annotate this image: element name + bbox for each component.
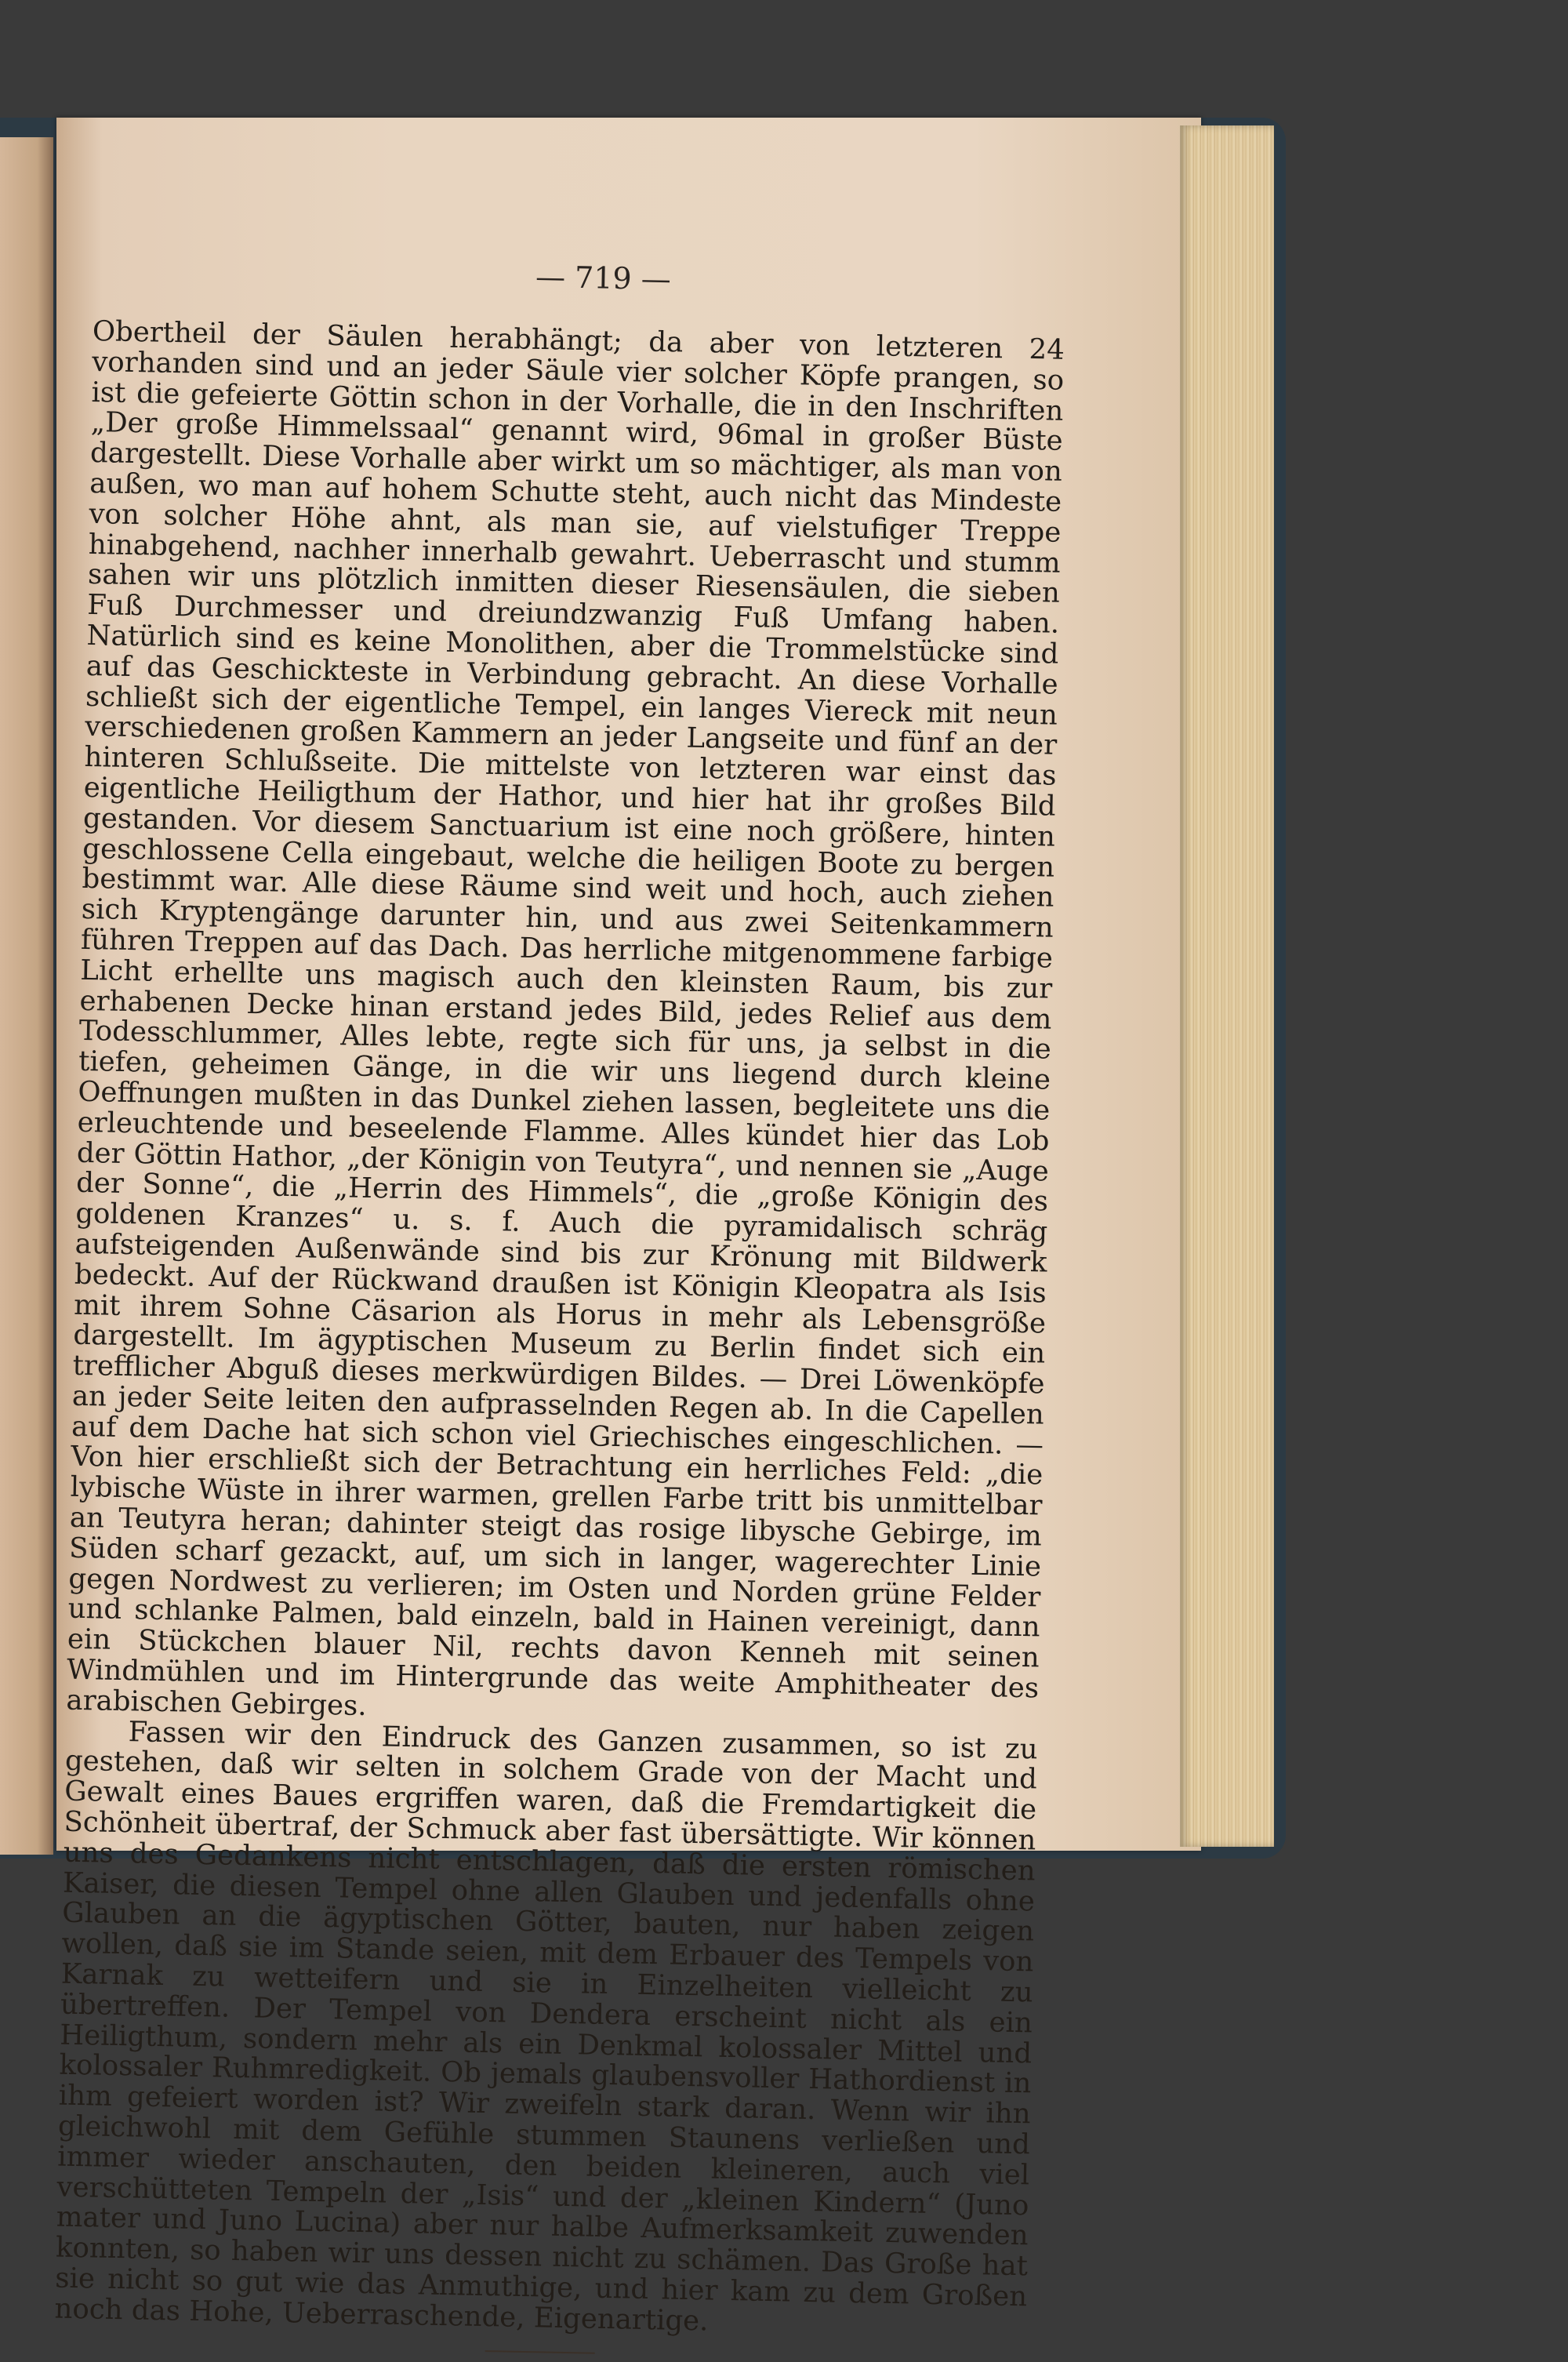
- end-rule: [485, 2350, 595, 2354]
- page-text-block: [54, 251, 1066, 2362]
- page-stack-edges: [1180, 125, 1274, 1847]
- paragraph-1: Obertheil der Säulen herabhängt; da aber von letzteren 24 vorhanden sind und an jeder Säule vier solcher Köpfe prangen, so ist die gefeierte Göttin schon in der Vorhalle, die in den Inschriften „Der große Himmelssaal“ genannt wird, 96mal in großer Büste dargestellt. Diese Vorhalle aber wirkt um so mächtiger, als man von außen, wo man auf hohem Schutte steht, auch nicht das Mindeste von solcher Höhe ahnt, als man sie, auf vielstufiger Treppe hinabgehend, nachher innerhalb gewahrt. Ueberrascht und stumm sahen wir uns plötzlich inmitten dieser Riesensäulen, die sieben Fuß Durchmesser und dreiundzwanzig Fuß Umfang haben. Natürlich sind es keine Monolithen, aber die Trommelstücke sind auf das Geschickteste in Verbindung gebracht. An diese Vorhalle schließt sich der eigentliche Tempel, ein langes Viereck mit neun verschiedenen großen Kammern an jeder Langseite und fünf an der hinteren Schlußseite. Die mittelste von letzteren war einst das eigentliche Heiligthum der Hathor, und hier hat ihr großes Bild gestanden. Vor diesem Sanctuarium ist eine noch größere, hinten geschlossene Cella eingebaut, welche die heiligen Boote zu bergen bestimmt war. Alle diese Räume sind weit und hoch, auch ziehen sich Kryptengänge darunter hin, und aus zwei Seitenkammern führen Treppen auf das Dach. Das herrliche mitgenommene farbige Licht erhellte uns magisch auch den kleinsten Raum, bis zur erhabenen Decke hinan erstand jedes Bild, jedes Relief aus dem Todesschlummer, Alles lebte, regte sich für uns, ja selbst in die tiefen, geheimen Gänge, in die wir uns liegend durch kleine Oeffnungen mußten in das Dunkel ziehen lassen, begleitete uns die erleuchtende und beseelende Flamme. Alles kündet hier das Lob der Göttin Hathor, „der Königin von Teutyra“, und nennen sie „Auge der Sonne“, die „Herrin des Himmels“, die „große Königin des goldenen Kranzes“ u. s. f. Auch die pyramidalisch schräg aufsteigenden Außenwände sind bis zur Krönung mit Bildwerk bedeckt. Auf der Rückwand draußen ist Königin Kleopatra als Isis mit ihrem Sohne Cäsarion als Horus in mehr als Lebensgröße dargestellt. Im ägyptischen Museum zu Berlin findet sich ein trefflicher Abguß dieses merkwürdigen Bildes. — Drei Löwenköpfe an jeder Seite leiten den aufprasselnden Regen ab. In die Capellen auf dem Dache hat sich schon viel Griechisches eingeschlichen. — Von hier erschließt sich der Betrachtung ein herrliches Feld: „die lybische Wüste in ihrer warmen, grellen Farbe tritt bis unmittelbar an Teutyra heran; dahinter steigt das rosige libysche Gebirge, im Süden scharf gezackt, auf, um sich in langer, wagerechter Linie gegen Nordwest zu verlieren; im Osten und Norden grüne Felder und schlanke Palmen, bald einzeln, bald in Hainen vereinigt, dann ein Stückchen blauer Nil, rechts davon Kenneh mit seinen Windmühlen und im Hintergrunde das weite Amphitheater des arabischen Gebirges.: [66, 314, 1065, 1722]
- page-number: — 719 —: [535, 259, 672, 297]
- left-page-edge: [0, 137, 53, 1855]
- paragraph-2: Fassen wir den Eindruck des Ganzen zusammen, so ist zu gestehen, daß wir selten in solchem Grade von der Macht und Gewalt eines Baues ergriffen waren, daß die Fremdartigkeit die Schönheit übertraf, der Schmuck aber fast übersättigte. Wir können uns des Gedankens nicht entschlagen, daß die ersten römischen Kaiser, die diesen Tempel ohne allen Glauben und jedenfalls ohne Glauben an die ägyptischen Götter, bauten, nur haben zeigen wollen, daß sie im Stande seien, mit dem Erbauer des Tempels von Karnak zu wetteifern und sie in Einzelheiten vielleicht zu übertreffen. Der Tempel von Dendera erscheint nicht als ein Heiligthum, sondern mehr als ein Denkmal kolossaler Mittel und kolossaler Ruhmredigkeit. Ob jemals glaubensvoller Hathordienst in ihm gefeiert worden ist? Wir zweifeln stark daran. Wenn wir ihn gleichwohl mit dem Gefühle stummen Staunens verließen und immer wieder anschauten, den beiden kleineren, auch viel verschütteten Tempeln der „Isis“ und der „kleinen Kindern“ (Juno mater und Juno Lucina) aber nur halbe Aufmerksamkeit zuwenden konnten, so haben wir uns dessen nicht zu schämen. Das Große hat sie nicht so gut wie das Anmuthige, und hier kam zu dem Großen noch das Hohe, Ueberraschende, Eigenartige.: [54, 1715, 1038, 2338]
